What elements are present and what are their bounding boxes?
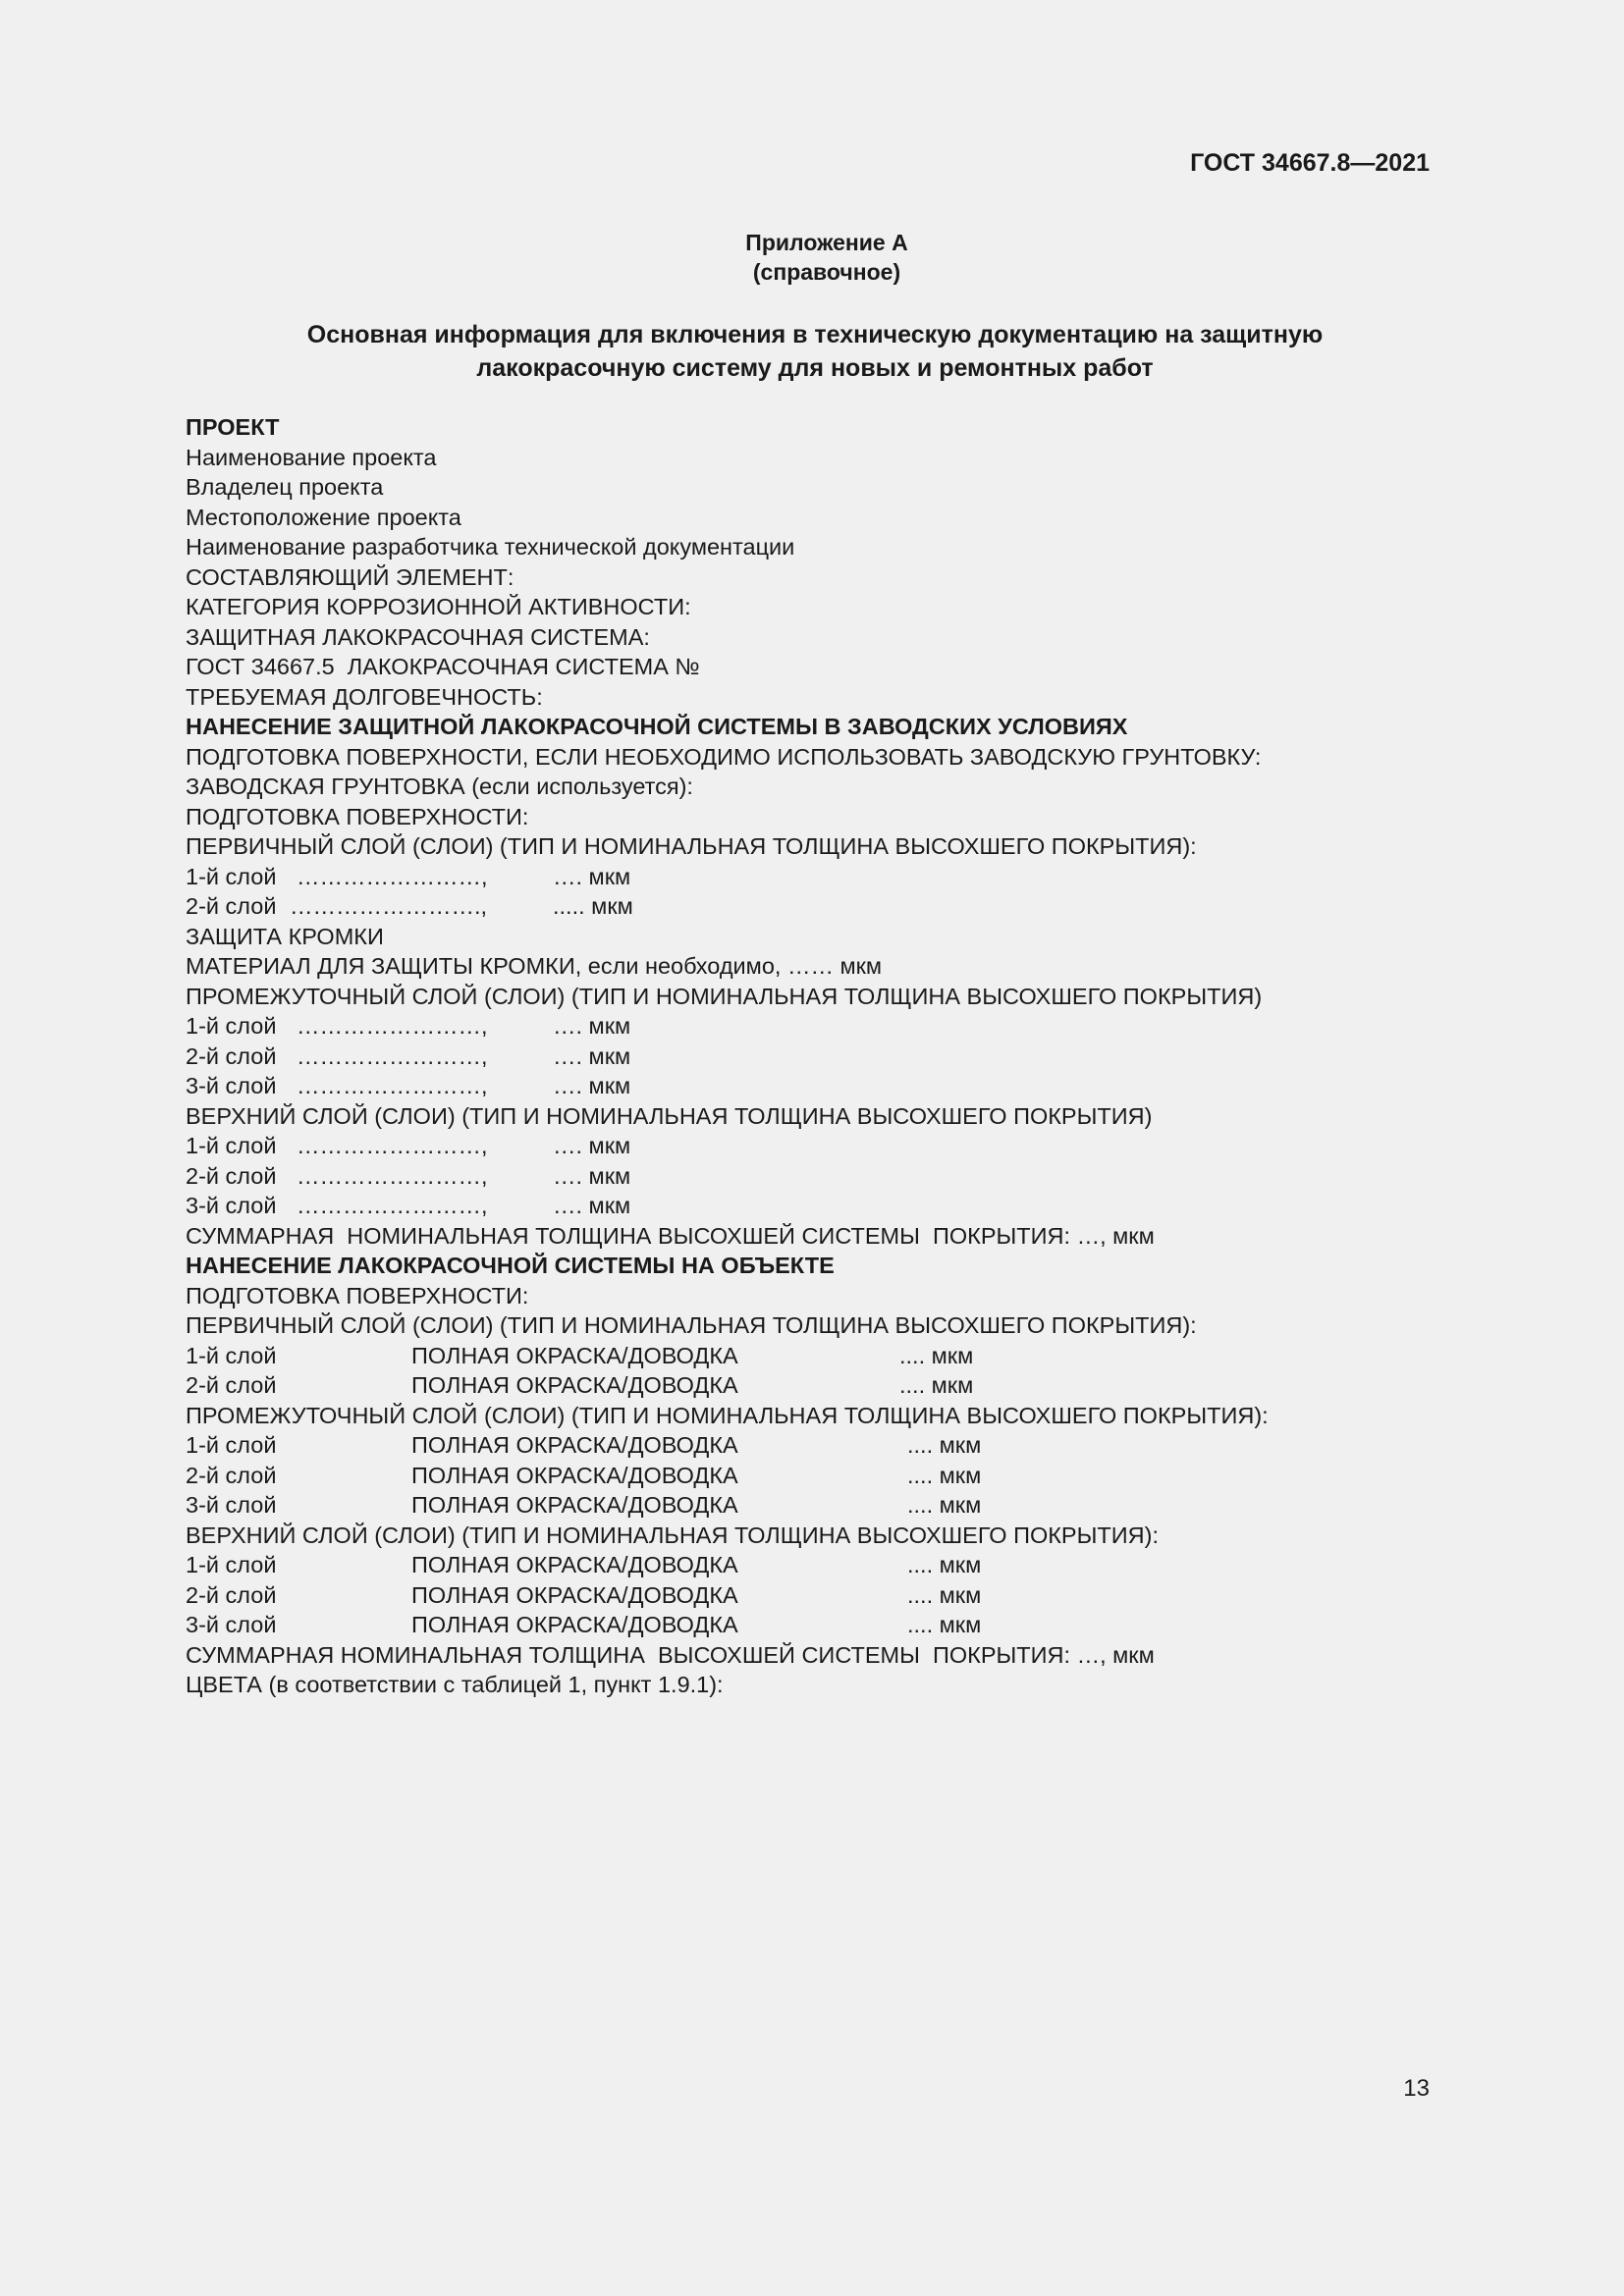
layer-label: 1-й слой: [186, 1133, 277, 1158]
layer-mode: ПОЛНАЯ ОКРАСКА/ДОВОДКА: [411, 1492, 738, 1518]
layer-label: 3-й слой: [186, 1073, 277, 1098]
layer-thickness: .... мкм: [899, 1372, 974, 1398]
project-name-label: Наименование проекта: [186, 444, 437, 470]
site-surface-prep: ПОДГОТОВКА ПОВЕРХНОСТИ:: [186, 1282, 529, 1308]
layer-label: 1-й слой: [186, 863, 277, 889]
site-primary-row: [186, 1370, 1462, 1401]
layer-mode: ПОЛНАЯ ОКРАСКА/ДОВОДКА: [411, 1342, 738, 1368]
layer-mode: ПОЛНАЯ ОКРАСКА/ДОВОДКА: [411, 1552, 738, 1577]
document-title: [177, 318, 1453, 385]
layer-label: 3-й слой: [186, 1612, 277, 1637]
layer-thickness: …. мкм: [553, 1133, 631, 1158]
project-heading: ПРОЕКТ: [186, 414, 280, 440]
layer-thickness: …. мкм: [553, 1042, 631, 1069]
factory-intermediate-row: [186, 1041, 1462, 1072]
factory-top-row: [186, 1161, 1462, 1192]
factory-total-thickness: СУММАРНАЯ НОМИНАЛЬНАЯ ТОЛЩИНА ВЫСОХШЕЙ СИСТЕМЫ ПОКРЫТИЯ: …, мкм: [186, 1222, 1155, 1249]
factory-primary-row: [186, 891, 1462, 922]
edge-material-label: МАТЕРИАЛ ДЛЯ ЗАЩИТЫ КРОМКИ, если необходимо, …… мкм: [186, 953, 883, 979]
site-heading: НАНЕСЕНИЕ ЛАКОКРАСОЧНОЙ СИСТЕМЫ НА ОБЪЕКТЕ: [186, 1253, 835, 1278]
layer-label: 1-й слой: [186, 1342, 277, 1368]
layer-placeholder: ……………………,: [297, 1162, 488, 1189]
layer-label: 2-й слой: [186, 1042, 277, 1069]
site-intermediate-row: [186, 1430, 1462, 1461]
appendix-heading: [0, 228, 1624, 287]
document-title-line-2: лакокрасочную систему для новых и ремонтных работ: [476, 354, 1154, 382]
site-primary-row: [186, 1341, 1462, 1371]
layer-label: 2-й слой: [186, 1581, 277, 1608]
durability-label: ТРЕБУЕМАЯ ДОЛГОВЕЧНОСТЬ:: [186, 683, 543, 710]
layer-placeholder: ……………………,: [297, 1133, 488, 1158]
site-top-row: [186, 1550, 1462, 1580]
layer-thickness: .... мкм: [907, 1552, 982, 1577]
site-total-thickness: СУММАРНАЯ НОМИНАЛЬНАЯ ТОЛЩИНА ВЫСОХШЕЙ СИСТЕМЫ ПОКРЫТИЯ: …, мкм: [186, 1641, 1155, 1668]
project-owner-label: Владелец проекта: [186, 474, 384, 500]
layer-placeholder: ……………………,: [297, 1193, 488, 1218]
layer-thickness: .... мкм: [899, 1342, 974, 1368]
layer-thickness: …. мкм: [553, 1013, 631, 1039]
edge-protection-label: ЗАЩИТА КРОМКИ: [186, 923, 384, 949]
layer-label: 2-й слой: [186, 1162, 277, 1189]
layer-label: 1-й слой: [186, 1432, 277, 1458]
site-intermediate-row: [186, 1490, 1462, 1521]
layer-placeholder: …………………….,: [290, 893, 488, 919]
layer-thickness: …. мкм: [553, 1193, 631, 1218]
factory-intermediate-heading: ПРОМЕЖУТОЧНЫЙ СЛОЙ (СЛОИ) (ТИП И НОМИНАЛЬНАЯ ТОЛЩИНА ВЫСОХШЕГО ПОКРЫТИЯ): [186, 983, 1263, 1009]
layer-thickness: …. мкм: [553, 1162, 631, 1189]
factory-primary-row: [186, 862, 1462, 892]
document-title-line-1: Основная информация для включения в техническую документацию на защитную: [306, 321, 1324, 348]
factory-top-row: [186, 1131, 1462, 1161]
layer-thickness: …. мкм: [553, 1073, 631, 1098]
appendix-title: Приложение А: [745, 230, 908, 255]
layer-label: 2-й слой: [186, 1372, 277, 1398]
layer-placeholder: ……………………,: [297, 1042, 488, 1069]
layer-thickness: .... мкм: [907, 1492, 982, 1518]
layer-thickness: .... мкм: [907, 1462, 982, 1488]
layer-thickness: ..... мкм: [553, 893, 633, 919]
appendix-note: (справочное): [752, 259, 901, 285]
factory-surface-prep: ПОДГОТОВКА ПОВЕРХНОСТИ:: [186, 803, 529, 829]
layer-label: 3-й слой: [186, 1492, 277, 1518]
factory-intermediate-row: [186, 1071, 1462, 1101]
layer-label: 2-й слой: [186, 893, 277, 919]
layer-label: 2-й слой: [186, 1462, 277, 1488]
layer-label: 1-й слой: [186, 1013, 277, 1039]
site-intermediate-heading: ПРОМЕЖУТОЧНЫЙ СЛОЙ (СЛОИ) (ТИП И НОМИНАЛЬНАЯ ТОЛЩИНА ВЫСОХШЕГО ПОКРЫТИЯ):: [186, 1402, 1269, 1428]
site-top-row: [186, 1580, 1462, 1611]
corrosivity-label: КАТЕГОРИЯ КОРРОЗИОННОЙ АКТИВНОСТИ:: [186, 594, 691, 619]
factory-primer: ЗАВОДСКАЯ ГРУНТОВКА (если используется):: [186, 774, 693, 799]
colors-label: ЦВЕТА (в соответствии с таблицей 1, пункт 1.9.1):: [186, 1672, 724, 1697]
site-primary-heading: ПЕРВИЧНЫЙ СЛОЙ (СЛОИ) (ТИП И НОМИНАЛЬНАЯ ТОЛЩИНА ВЫСОХШЕГО ПОКРЫТИЯ):: [186, 1312, 1197, 1338]
layer-mode: ПОЛНАЯ ОКРАСКА/ДОВОДКА: [411, 1432, 738, 1458]
site-top-row: [186, 1610, 1462, 1640]
site-intermediate-row: [186, 1461, 1462, 1491]
layer-placeholder: ……………………,: [297, 1013, 488, 1039]
layer-placeholder: ……………………,: [297, 1073, 488, 1098]
layer-label: 3-й слой: [186, 1193, 277, 1218]
standard-number: ГОСТ 34667.8—2021: [1190, 149, 1430, 177]
layer-label: 1-й слой: [186, 1552, 277, 1577]
layer-mode: ПОЛНАЯ ОКРАСКА/ДОВОДКА: [411, 1581, 738, 1608]
layer-thickness: …. мкм: [553, 863, 631, 889]
site-top-heading: ВЕРХНИЙ СЛОЙ (СЛОИ) (ТИП И НОМИНАЛЬНАЯ ТОЛЩИНА ВЫСОХШЕГО ПОКРЫТИЯ):: [186, 1522, 1159, 1548]
component-label: СОСТАВЛЯЮЩИЙ ЭЛЕМЕНТ:: [186, 563, 514, 590]
factory-top-heading: ВЕРХНИЙ СЛОЙ (СЛОИ) (ТИП И НОМИНАЛЬНАЯ ТОЛЩИНА ВЫСОХШЕГО ПОКРЫТИЯ): [186, 1102, 1153, 1129]
layer-mode: ПОЛНАЯ ОКРАСКА/ДОВОДКА: [411, 1462, 738, 1488]
factory-prep-primer: ПОДГОТОВКА ПОВЕРХНОСТИ, ЕСЛИ НЕОБХОДИМО ИСПОЛЬЗОВАТЬ ЗАВОДСКУЮ ГРУНТОВКУ:: [186, 743, 1262, 770]
factory-top-row: [186, 1191, 1462, 1221]
layer-thickness: .... мкм: [907, 1432, 982, 1458]
project-location-label: Местоположение проекта: [186, 504, 461, 530]
layer-thickness: .... мкм: [907, 1581, 982, 1608]
layer-placeholder: ……………………,: [297, 863, 488, 889]
factory-primary-heading: ПЕРВИЧНЫЙ СЛОЙ (СЛОИ) (ТИП И НОМИНАЛЬНАЯ ТОЛЩИНА ВЫСОХШЕГО ПОКРЫТИЯ):: [186, 833, 1197, 859]
page-number: 13: [1403, 2075, 1430, 2102]
gost-system-label: ГОСТ 34667.5 ЛАКОКРАСОЧНАЯ СИСТЕМА №: [186, 654, 700, 679]
doc-developer-label: Наименование разработчика технической документации: [186, 534, 795, 560]
factory-intermediate-row: [186, 1011, 1462, 1041]
document-body: [186, 412, 1462, 1700]
factory-heading: НАНЕСЕНИЕ ЗАЩИТНОЙ ЛАКОКРАСОЧНОЙ СИСТЕМЫ В ЗАВОДСКИХ УСЛОВИЯХ: [186, 714, 1128, 739]
layer-mode: ПОЛНАЯ ОКРАСКА/ДОВОДКА: [411, 1372, 738, 1398]
paint-system-label: ЗАЩИТНАЯ ЛАКОКРАСОЧНАЯ СИСТЕМА:: [186, 623, 650, 650]
layer-thickness: .... мкм: [907, 1612, 982, 1637]
layer-mode: ПОЛНАЯ ОКРАСКА/ДОВОДКА: [411, 1612, 738, 1637]
